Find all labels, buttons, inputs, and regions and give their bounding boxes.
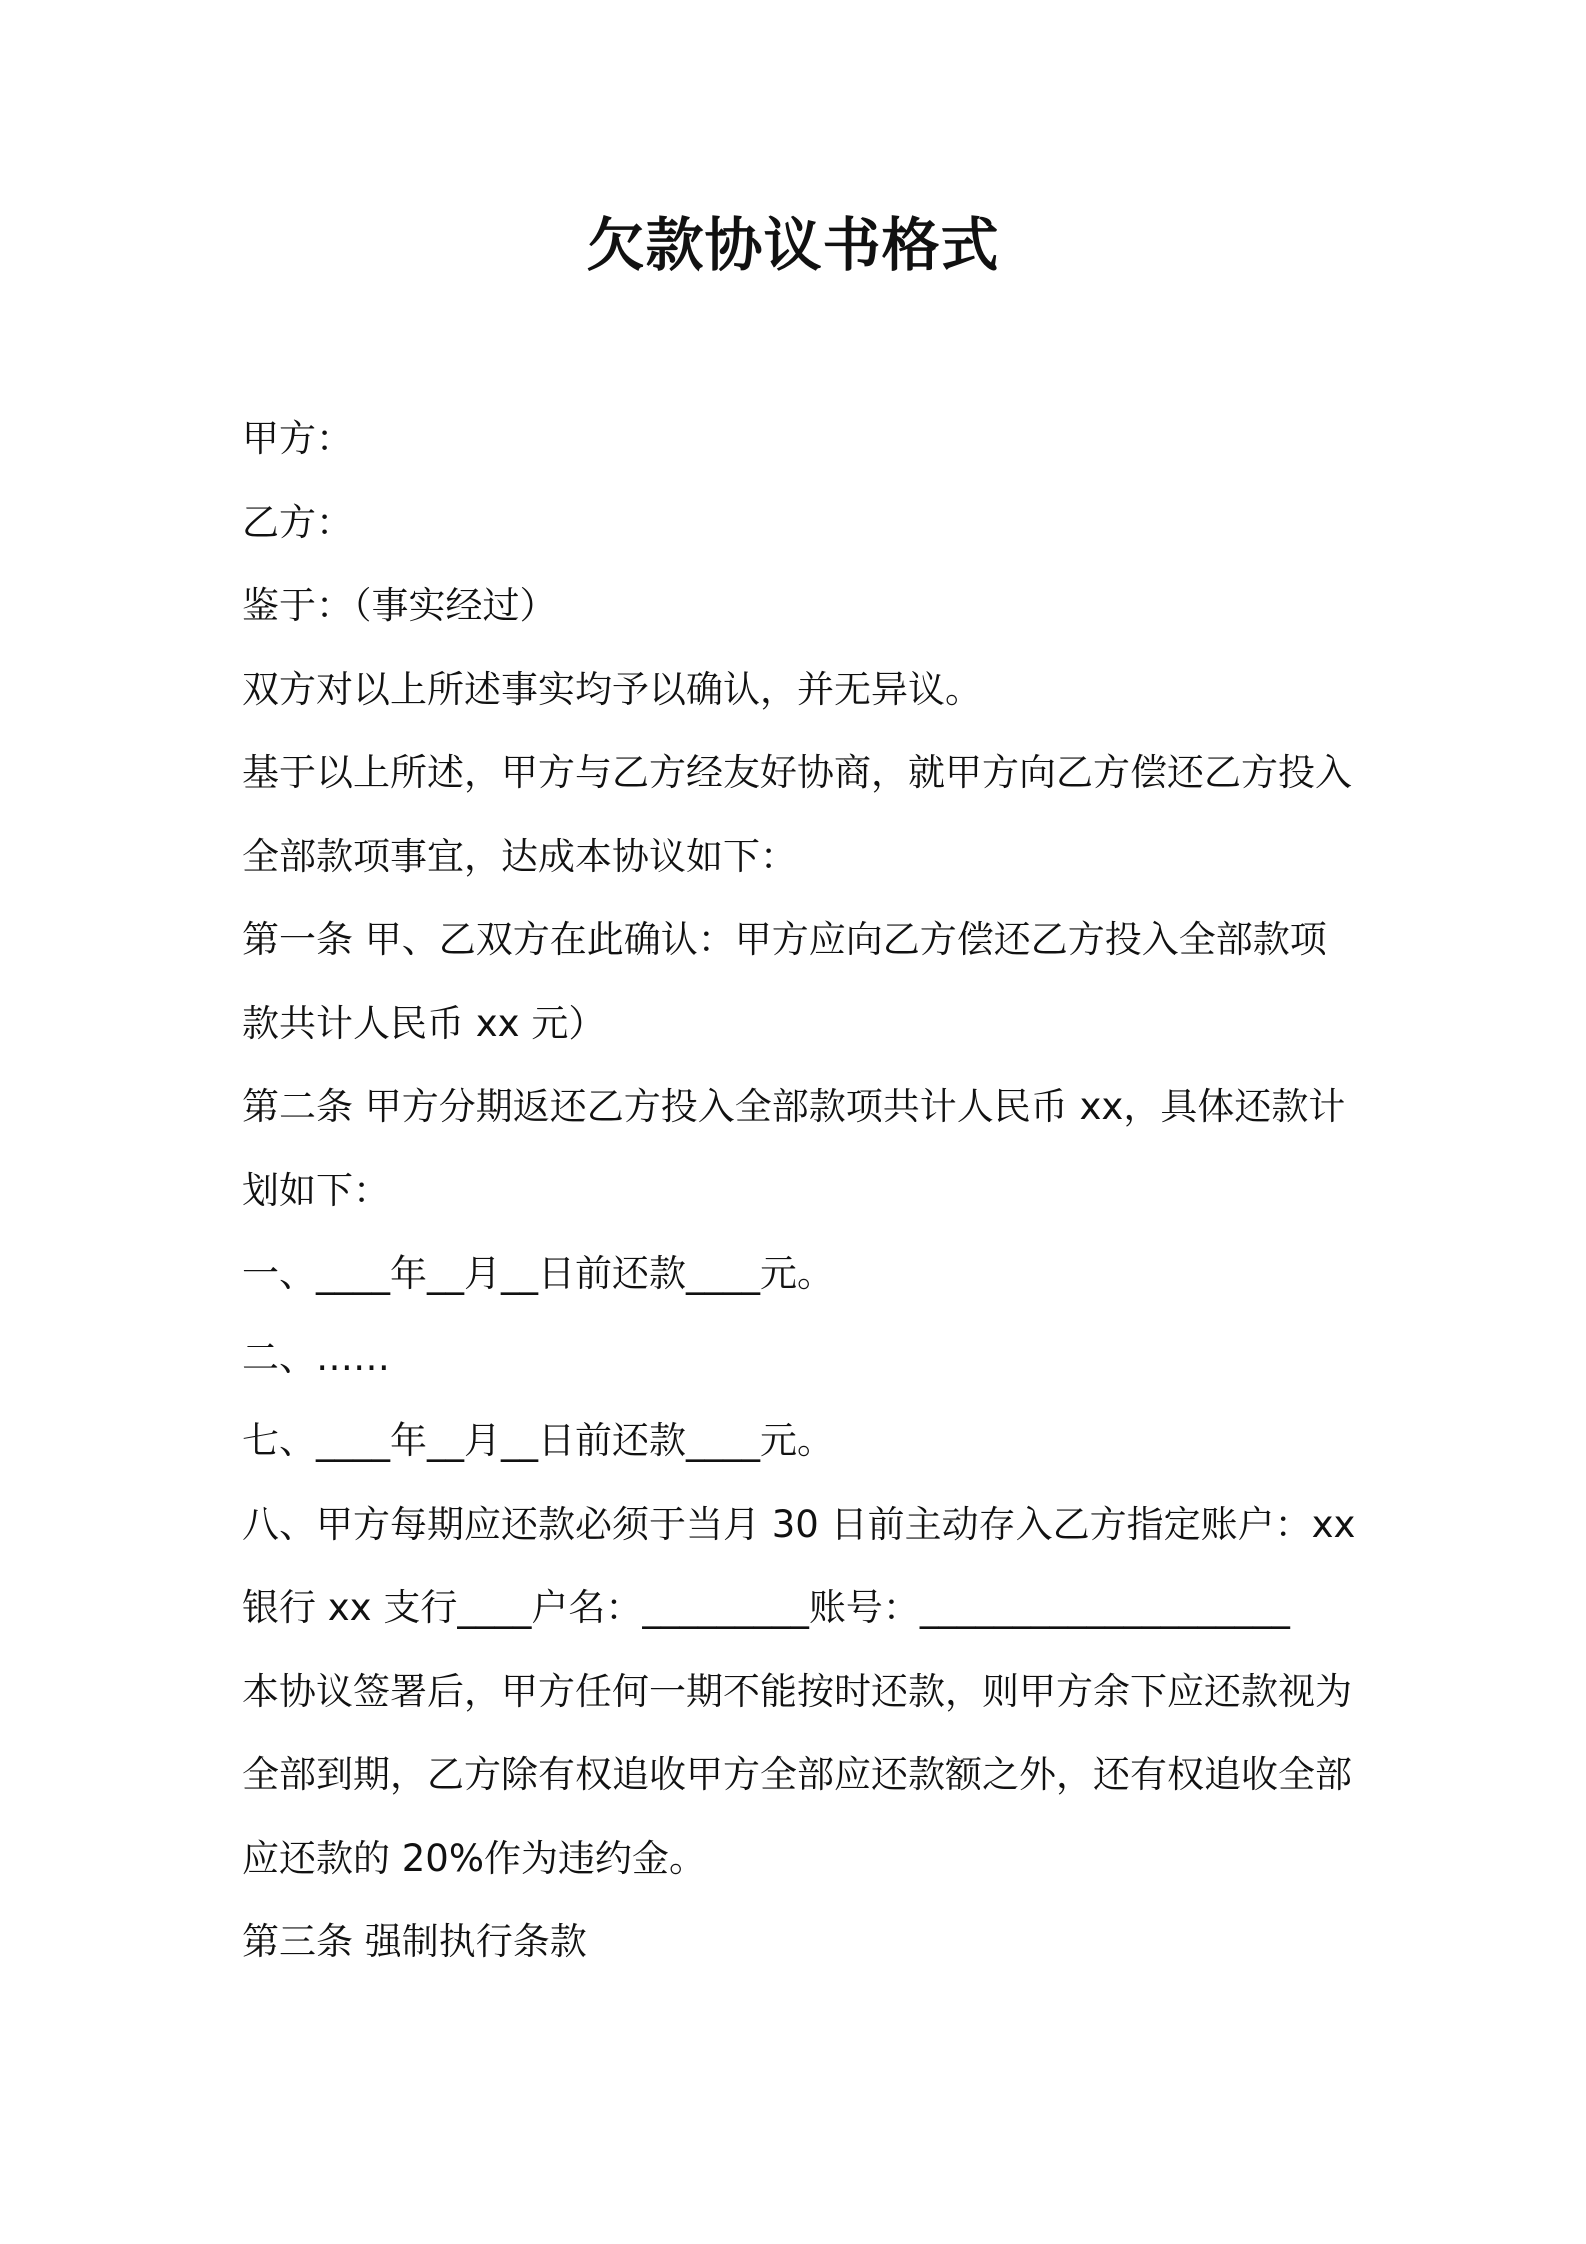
confirmation-line: 双方对以上所述事实均予以确认，并无异议。 (242, 667, 982, 711)
article-1-line-1: 第一条 甲、乙双方在此确认：甲方应向乙方偿还乙方投入全部款项 (242, 918, 1327, 961)
installment-2-line: 二、…… (242, 1335, 390, 1379)
default-clause-line-3: 应还款的 20%作为违约金。 (242, 1836, 706, 1880)
article-3-heading: 第三条 强制执行条款 (242, 1920, 587, 1963)
installment-8-line-2: 银行 xx 支行____户名：_________账号：____________________ (242, 1586, 1290, 1629)
article-2-line-1: 第二条 甲方分期返还乙方投入全部款项共计人民币 xx，具体还款计 (242, 1085, 1346, 1128)
installment-1-line: 一、____年__月__日前还款____元。 (242, 1252, 834, 1295)
party-b-line: 乙方： (242, 500, 353, 544)
document-body (242, 397, 1362, 1984)
installment-8-line-1: 八、甲方每期应还款必须于当月 30 日前主动存入乙方指定账户：xx (242, 1502, 1356, 1546)
whereas-line: 鉴于：（事实经过） (242, 584, 557, 627)
basis-line-2: 全部款项事宜，达成本协议如下： (242, 834, 797, 878)
basis-line-1: 基于以上所述，甲方与乙方经友好协商，就甲方向乙方偿还乙方投入 (242, 751, 1352, 794)
default-clause-line-2: 全部到期，乙方除有权追收甲方全部应还款额之外，还有权追收全部 (242, 1753, 1352, 1796)
document-title: 欠款协议书格式 (586, 211, 1000, 279)
default-clause-line-1: 本协议签署后，甲方任何一期不能按时还款，则甲方余下应还款视为 (242, 1669, 1352, 1713)
party-a-line: 甲方： (242, 417, 353, 460)
article-2-line-2: 划如下： (242, 1168, 390, 1212)
article-1-line-2: 款共计人民币 xx 元） (242, 1001, 606, 1045)
installment-7-line: 七、____年__月__日前还款____元。 (242, 1419, 834, 1462)
